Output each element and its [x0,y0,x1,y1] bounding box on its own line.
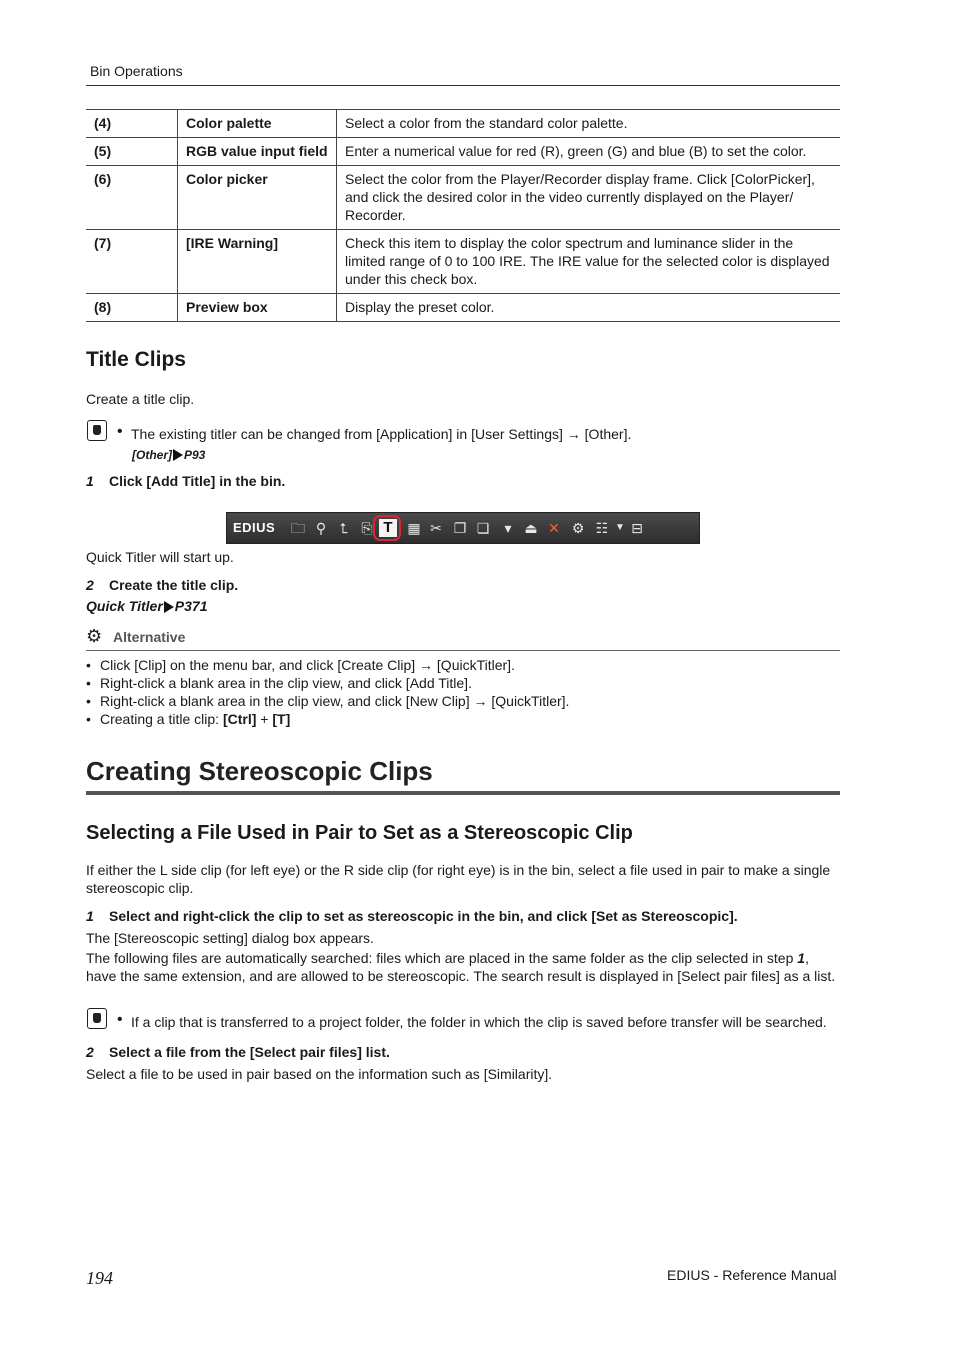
ref-label: Quick Titler [86,598,163,614]
row-name: Preview box [178,294,337,322]
show-in-player-icon[interactable]: ▾ [504,520,512,536]
step2-cross-reference[interactable] [86,598,207,614]
step-text: Select and right-click the clip to set as stereoscopic in the bin, and click [Set as Stereoscopic]. [109,908,738,924]
row-name: [IRE Warning] [178,230,337,294]
bin-toolbar [226,512,700,544]
row-name: RGB value input field [178,138,337,166]
add-to-timeline-icon[interactable]: ⏏ [524,520,538,536]
step-text: Create the title clip. [109,577,239,593]
step1-result: The [Stereoscopic setting] dialog box appears. [86,930,374,946]
row-description: Enter a numerical value for red (R), green (G) and blue (B) to set the color. [337,138,841,166]
row-description: Display the preset color. [337,294,841,322]
folder-tree-icon[interactable]: ⊟ [631,520,643,536]
section-heading-stereoscopic: Creating Stereoscopic Clips [86,756,433,786]
section-heading-title-clips: Title Clips [86,348,186,371]
paste-icon[interactable]: ❏ [476,520,490,536]
shortcut-key-ctrl: [Ctrl] [222,711,257,727]
row-description: Select a color from the standard color palette. [337,110,841,138]
shortcut-prefix: Creating a title clip: [100,711,223,727]
up-level-icon[interactable]: ⮤ [339,520,349,536]
copy-icon[interactable]: ❐ [453,520,467,536]
row-name: Color palette [178,110,337,138]
ref-arrow-icon [173,449,183,461]
add-clip-icon[interactable]: ⎘ [361,520,373,536]
section-rule [86,791,840,795]
properties-table [86,109,840,322]
add-title-icon[interactable]: T [379,519,397,537]
list-item [86,710,569,728]
stereo-step-1 [86,908,738,924]
stereo-step-2 [86,1044,390,1060]
table-row [86,110,840,138]
page-number: 194 [86,1268,113,1288]
note-text: The existing titler can be changed from [Application] in [User Settings] → [Other]. [131,426,632,442]
row-number: (5) [86,138,178,166]
manual-title: EDIUS - Reference Manual [667,1267,837,1283]
stereo-intro: If either the L side clip (for left eye) or the R side clip (for right eye) is in the bin, select a file used in pair to make a single stereoscopic clip. [86,862,831,896]
view-mode-icon[interactable]: ☷ [595,520,609,536]
row-description: Select the color from the Player/Recorder display frame. Click [ColorPicker], and click the desired color in the video currently displayed on the Player/ Recorder. [337,166,841,230]
hand-note-icon [87,1008,107,1029]
detail-step-number: 1 [797,950,806,966]
detail-text-b: , have the same extension, and are allowed to be stereoscopic. The search result is displayed in [Select pair files] as a list. [86,950,836,984]
ref-arrow-icon [164,601,174,613]
stereo-note-text: If a clip that is transferred to a project folder, the folder in which the clip is saved before transfer will be searched. [131,1014,827,1030]
alternative-label: Alternative [113,629,186,645]
table-row [86,230,840,294]
table-row [86,138,840,166]
row-number: (7) [86,230,178,294]
row-name: Color picker [178,166,337,230]
shortcut-key-t: [T] [272,711,291,727]
table-row [86,294,840,322]
step2-result: Select a file to be used in pair based on the information such as [Similarity]. [86,1066,553,1082]
step-1 [86,473,285,489]
alternative-list [86,656,569,728]
ref-page: P93 [184,448,206,462]
step-number: 1 [86,908,94,924]
title-clips-intro: Create a title clip. [86,391,195,407]
edius-logo: EDIUS [233,520,276,535]
row-number: (6) [86,166,178,230]
alternative-rule [86,650,840,651]
color-bar-icon[interactable]: ▦ [407,520,421,536]
note-cross-reference[interactable] [132,446,205,462]
step-number: 1 [86,473,94,489]
cut-icon[interactable]: ✂ [430,520,442,536]
step-number: 2 [86,577,94,593]
search-icon[interactable]: ⚲ [315,520,327,536]
step-2 [86,577,238,593]
hand-note-icon [87,420,107,441]
bullet-icon: • [117,1011,123,1028]
shortcut-plus: + [256,711,273,727]
subsection-heading-pair: Selecting a File Used in Pair to Set as a Stereoscopic Clip [86,822,633,844]
list-item: • Right-click a blank area in the clip view, and click [Add Title]. [86,674,569,692]
header-rule [86,85,840,86]
gear-alternative-icon: ⚙ [86,626,103,646]
table-row [86,166,840,230]
running-head: Bin Operations [90,63,183,79]
ref-page: P371 [174,598,208,614]
list-item: • Right-click a blank area in the clip view, and click [New Clip] → [QuickTitler]. [86,692,569,710]
chevron-down-icon[interactable]: ▼ [615,522,625,533]
list-item: • Click [Clip] on the menu bar, and click [Create Clip] → [QuickTitler]. [86,656,569,674]
step1-detail [86,949,840,985]
detail-text-a: The following files are automatically searched: files which are placed in the same folder as the clip selected in step [86,950,798,966]
new-folder-icon[interactable]: 🗀 [291,520,305,536]
properties-icon[interactable]: ⚙ [571,520,585,536]
row-description: Check this item to display the color spectrum and luminance slider in the limited range of 0 to 100 IRE. The IRE value for the selected color is displayed under this check box. [337,230,841,294]
delete-icon[interactable]: ✕ [548,520,560,536]
step-text: Click [Add Title] in the bin. [109,473,286,489]
row-number: (4) [86,110,178,138]
bullet-icon: • [117,423,123,440]
after-toolbar-text: Quick Titler will start up. [86,549,234,565]
ref-label: [Other] [132,448,172,462]
step-text: Select a file from the [Select pair files] list. [109,1044,390,1060]
step-number: 2 [86,1044,94,1060]
row-number: (8) [86,294,178,322]
